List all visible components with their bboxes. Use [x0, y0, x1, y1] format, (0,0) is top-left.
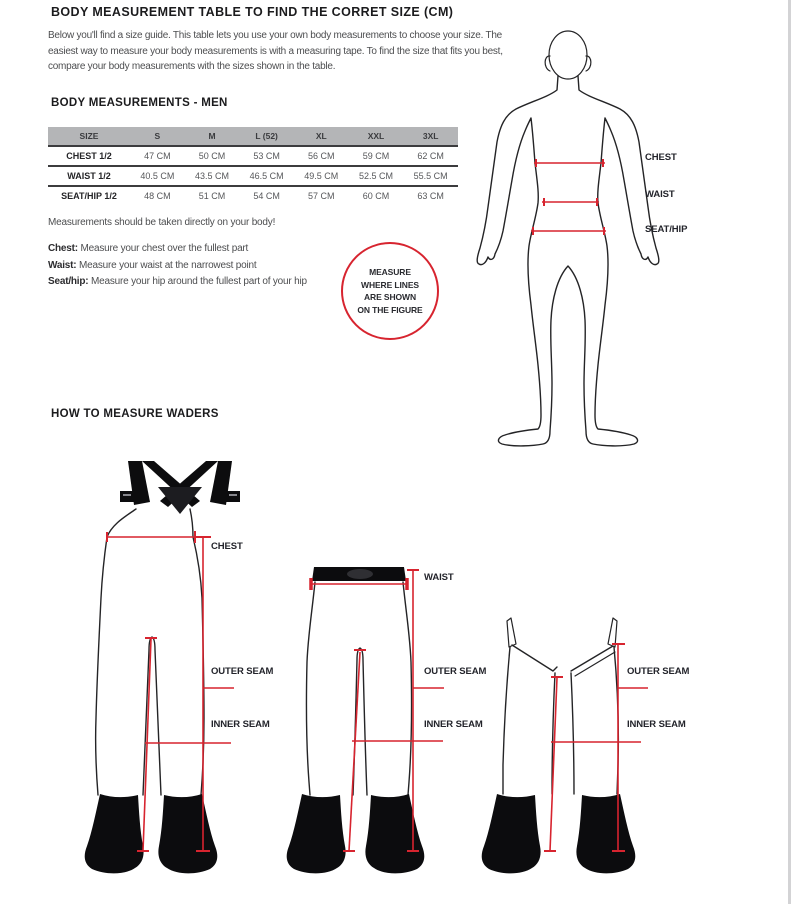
- waist-wader-inner-seam-label: INNER SEAM: [424, 719, 483, 730]
- right-leg-inner: [571, 673, 574, 794]
- size-table: [48, 127, 458, 205]
- table-cell: 40.5 CM: [130, 166, 185, 186]
- table-cell: 49.5 CM: [294, 166, 349, 186]
- chest-wader-left-outline: [96, 509, 136, 795]
- circle-line: MEASURE: [369, 267, 411, 277]
- right-leg-fold: [575, 652, 615, 676]
- body-outline: [477, 76, 659, 446]
- column-header-m: M: [185, 127, 240, 146]
- chest-wader-outer-seam-label: OUTER SEAM: [211, 666, 274, 677]
- tip-term: Waist:: [48, 259, 77, 271]
- tip-term: Seat/hip:: [48, 276, 89, 287]
- row-label: SEAT/HIP 1/2: [61, 191, 117, 201]
- circle-line: ARE SHOWN: [364, 292, 416, 302]
- measurement-tips: [48, 241, 307, 291]
- table-cell: 50 CM: [185, 146, 240, 166]
- body-head: [549, 31, 587, 79]
- table-cell: 59 CM: [349, 146, 404, 166]
- table-header-row: [48, 127, 458, 146]
- intro-paragraph: Below you'll find a size guide. This table lets you use your own body measurements to choose your size. The easiest way to measure your body measurements is with a measuring tape. To find the size that fits you best, compare your body measurements with the sizes shown in the table.: [48, 30, 503, 72]
- body-seat-measure-line: [531, 227, 606, 235]
- tip-waist: [48, 258, 307, 275]
- waist-wader-right-outline: [403, 582, 412, 795]
- waist-wader-left-outline: [306, 582, 315, 795]
- column-header-size: SIZE: [48, 127, 130, 146]
- chest-wader-right-outline: [190, 509, 204, 795]
- tip-term: Chest:: [48, 243, 78, 254]
- measure-circle-note: [341, 242, 439, 340]
- left-strap: [507, 618, 516, 647]
- table-cell: 51 CM: [198, 191, 226, 201]
- table-cell: 57 CM: [308, 191, 335, 201]
- tip-chest: [48, 241, 307, 258]
- row-label: WAIST 1/2: [48, 166, 130, 186]
- body-figure-illustration: [470, 25, 688, 450]
- column-header-xl: XL: [294, 127, 349, 146]
- tip-seat-hip: [48, 274, 307, 291]
- table-cell: 54 CM: [253, 191, 280, 201]
- waist-wader-inner-legs: [353, 648, 367, 795]
- table-row-chest: [48, 146, 458, 166]
- table-row-seat-hip: [48, 186, 458, 205]
- table-cell: 56 CM: [294, 146, 349, 166]
- table-cell: 43.5 CM: [185, 166, 240, 186]
- boots: [85, 794, 218, 873]
- row-label: CHEST 1/2: [48, 146, 130, 166]
- waist-wader-waist-label: WAIST: [424, 572, 454, 583]
- table-cell: 60 CM: [362, 191, 390, 201]
- chest-wader-inner-seam-label: INNER SEAM: [211, 719, 270, 730]
- table-cell: 52.5 CM: [349, 166, 404, 186]
- circle-line: ON THE FIGURE: [357, 304, 423, 315]
- tip-text: Measure your waist at the narrowest point: [76, 259, 257, 271]
- right-strap: [608, 618, 617, 647]
- body-waist-measure-line: [542, 198, 599, 206]
- table-cell: 53 CM: [239, 146, 294, 166]
- measurement-note: Measurements should be taken directly on your body!: [48, 217, 276, 228]
- hip-wader-outer-seam-label: OUTER SEAM: [627, 666, 690, 677]
- right-leg-top-edge: [571, 646, 613, 671]
- waistband-detail: [347, 569, 373, 579]
- boots: [287, 794, 425, 873]
- table-cell: 47 CM: [130, 146, 185, 166]
- column-header-s: S: [130, 127, 185, 146]
- column-header-l: L (52): [239, 127, 294, 146]
- table-cell: 46.5 CM: [239, 166, 294, 186]
- left-leg-top-edge: [512, 645, 557, 671]
- outer-seam-line: [407, 570, 444, 851]
- chest-wader-illustration: [80, 455, 250, 900]
- hip-wader-illustration: [483, 608, 655, 898]
- body-measurements-heading: BODY MEASUREMENTS - MEN: [51, 97, 228, 109]
- left-leg-outer: [503, 647, 510, 794]
- body-chest-measure-line: [534, 159, 605, 167]
- waders-heading: HOW TO MEASURE WADERS: [51, 408, 219, 420]
- body-chest-label: CHEST: [645, 152, 677, 163]
- chest-wader-chest-label: CHEST: [211, 541, 243, 552]
- table-cell: 55.5 CM: [403, 166, 458, 186]
- circle-line: WHERE LINES: [361, 279, 419, 290]
- tip-text: Measure your chest over the fullest part: [77, 243, 249, 254]
- table-cell: 63 CM: [417, 191, 444, 201]
- table-cell: 48 CM: [144, 191, 171, 201]
- body-waist-label: WAIST: [645, 189, 675, 200]
- tip-text: Measure your hip around the fullest part of your hip: [88, 276, 307, 287]
- boots: [482, 794, 636, 873]
- body-seat-hip-label: SEAT/HIP: [645, 224, 688, 235]
- column-header-3xl: 3XL: [403, 127, 458, 146]
- page-title: BODY MEASUREMENT TABLE TO FIND THE CORRET SIZE (CM): [51, 5, 454, 19]
- chest-measure-line: [107, 531, 203, 543]
- suspenders: [120, 461, 240, 514]
- table-row-waist: [48, 166, 458, 186]
- table-cell: 62 CM: [403, 146, 458, 166]
- column-header-xxl: XXL: [349, 127, 404, 146]
- hip-wader-inner-seam-label: INNER SEAM: [627, 719, 686, 730]
- waist-wader-outer-seam-label: OUTER SEAM: [424, 666, 487, 677]
